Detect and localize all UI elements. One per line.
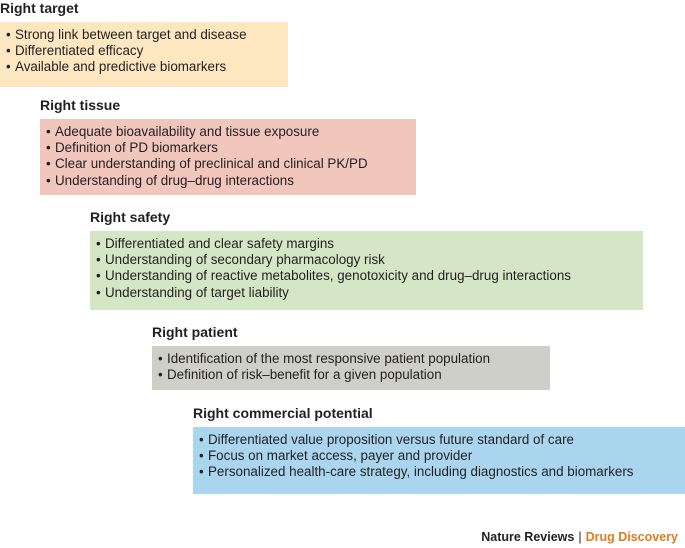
list-item <box>6 59 282 75</box>
list-item-text: Differentiated and clear safety margins <box>105 236 335 251</box>
list-item <box>96 252 637 268</box>
list-item-text: Differentiated value proposition versus future standard of care <box>208 432 574 447</box>
bullet-icon: • <box>96 284 101 300</box>
list-item <box>46 140 410 156</box>
section-heading: Right tissue <box>40 97 121 113</box>
bullet-icon: • <box>6 27 11 42</box>
bullet-icon: • <box>199 448 204 464</box>
bullet-icon: • <box>158 351 163 366</box>
list-item-text: Understanding of reactive metabolites, genotoxicity and drug–drug interactions <box>105 268 571 284</box>
bullet-icon: • <box>46 124 51 139</box>
list-item-text: Definition of PD biomarkers <box>55 140 218 156</box>
list-item <box>199 448 679 464</box>
list-item <box>96 236 637 252</box>
list-item <box>199 464 679 480</box>
list-item <box>6 43 282 59</box>
list-item-text: Available and predictive biomarkers <box>15 59 227 75</box>
list-item-text: Strong link between target and disease <box>15 27 247 42</box>
journal-credit <box>481 530 678 544</box>
section-heading: Right patient <box>152 324 238 340</box>
bullet-icon: • <box>6 43 11 59</box>
section-heading: Right commercial potential <box>193 405 373 421</box>
list-item <box>158 351 544 367</box>
section-box <box>0 22 288 87</box>
journal-subtitle: Drug Discovery <box>585 530 678 544</box>
bullet-icon: • <box>96 268 101 284</box>
section-box <box>152 346 550 390</box>
journal-name: Nature Reviews <box>481 530 575 544</box>
bullet-icon: • <box>46 140 51 156</box>
bullet-icon: • <box>6 59 11 75</box>
list-item-text: Personalized health-care strategy, including diagnostics and biomarkers <box>208 464 634 480</box>
section-right-tissue <box>40 97 416 195</box>
list-item-text: Focus on market access, payer and provider <box>208 448 473 464</box>
list-item <box>46 156 410 172</box>
section-box <box>193 427 685 494</box>
list-item-text: Adequate bioavailability and tissue exposure <box>55 124 320 139</box>
section-box <box>40 119 416 195</box>
section-heading: Right target <box>0 0 79 16</box>
list-item-text: Understanding of secondary pharmacology risk <box>105 252 385 268</box>
list-item-text: Definition of risk–benefit for a given population <box>167 367 442 383</box>
list-item <box>199 432 679 448</box>
list-item <box>158 367 544 383</box>
bullet-icon: • <box>46 156 51 172</box>
bullet-icon: • <box>96 236 101 251</box>
list-item <box>46 173 410 189</box>
bullet-icon: • <box>199 432 204 447</box>
credit-separator: | <box>578 530 582 544</box>
section-right-commercial-potential <box>193 405 685 494</box>
bullet-icon: • <box>46 172 51 188</box>
bullet-icon: • <box>158 367 163 383</box>
list-item <box>96 285 637 301</box>
section-heading: Right safety <box>90 209 171 225</box>
section-right-target <box>0 0 288 87</box>
list-item <box>6 27 282 43</box>
list-item-text: Differentiated efficacy <box>15 43 144 59</box>
section-right-patient <box>152 324 550 390</box>
section-box <box>90 231 643 310</box>
bullet-icon: • <box>96 252 101 268</box>
bullet-icon: • <box>199 464 204 480</box>
section-right-safety <box>90 209 643 310</box>
list-item-text: Understanding of target liability <box>105 284 289 300</box>
list-item-text: Identification of the most responsive patient population <box>167 351 491 366</box>
list-item-text: Clear understanding of preclinical and clinical PK/PD <box>55 156 368 172</box>
list-item <box>46 124 410 140</box>
list-item <box>96 268 637 284</box>
list-item-text: Understanding of drug–drug interactions <box>55 172 294 188</box>
